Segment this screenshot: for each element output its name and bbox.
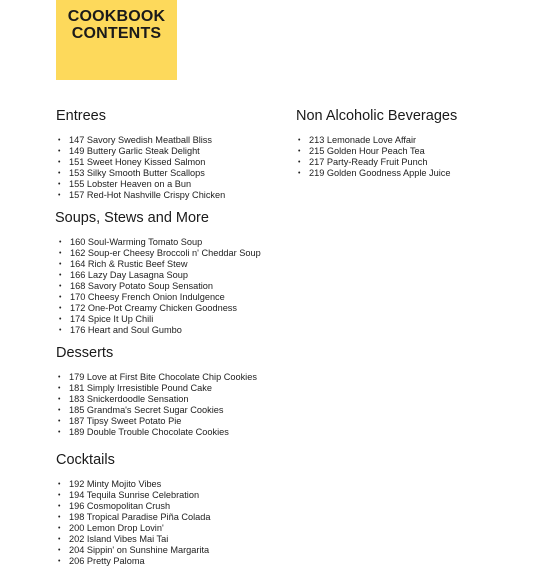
recipe-list-item: • 189 Double Trouble Chocolate Cookies	[56, 427, 257, 438]
recipe-list	[56, 135, 225, 201]
recipe-list-item: • 198 Tropical Paradise Piña Colada	[56, 512, 210, 523]
recipe-list-item: • 185 Grandma's Secret Sugar Cookies	[56, 405, 257, 416]
section-heading: Non Alcoholic Beverages	[296, 108, 458, 124]
recipe-list-item: • 176 Heart and Soul Gumbo	[57, 325, 261, 336]
recipe-list-item: • 194 Tequila Sunrise Celebration	[56, 490, 210, 501]
recipe-list-item: • 170 Cheesy French Onion Indulgence	[57, 292, 261, 303]
section-soups	[55, 210, 261, 336]
recipe-list-item: • 204 Sippin' on Sunshine Margarita	[56, 545, 210, 556]
section-cocktails	[56, 452, 210, 567]
recipe-list-item: • 174 Spice It Up Chili	[57, 314, 261, 325]
recipe-list-item: • 183 Snickerdoodle Sensation	[56, 394, 257, 405]
recipe-list-item: • 151 Sweet Honey Kissed Salmon	[56, 157, 225, 168]
recipe-list-item: • 219 Golden Goodness Apple Juice	[296, 168, 457, 179]
recipe-list-item: • 196 Cosmopolitan Crush	[56, 501, 210, 512]
title-box	[56, 0, 177, 80]
recipe-list-item: • 202 Island Vibes Mai Tai	[56, 534, 210, 545]
recipe-list-item: • 200 Lemon Drop Lovin'	[56, 523, 210, 534]
recipe-list-item: • 162 Soup-er Cheesy Broccoli n' Cheddar Soup	[57, 248, 261, 259]
recipe-list-item: • 153 Silky Smooth Butter Scallops	[56, 168, 225, 179]
recipe-list-item: • 157 Red-Hot Nashville Crispy Chicken	[56, 190, 225, 201]
section-heading: Entrees	[56, 108, 106, 124]
section-desserts	[56, 345, 257, 438]
recipe-list-item: • 213 Lemonade Love Affair	[296, 135, 457, 146]
recipe-list-item: • 149 Buttery Garlic Steak Delight	[56, 146, 225, 157]
recipe-list-item: • 215 Golden Hour Peach Tea	[296, 146, 457, 157]
recipe-list	[296, 135, 457, 179]
section-entrees	[56, 108, 225, 201]
recipe-list-item: • 160 Soul-Warming Tomato Soup	[57, 237, 261, 248]
recipe-list	[56, 372, 257, 438]
recipe-list-item: • 192 Minty Mojito Vibes	[56, 479, 210, 490]
recipe-list-item: • 155 Lobster Heaven on a Bun	[56, 179, 225, 190]
recipe-list-item: • 181 Simply Irresistible Pound Cake	[56, 383, 257, 394]
recipe-list-item: • 172 One-Pot Creamy Chicken Goodness	[57, 303, 261, 314]
section-heading: Cocktails	[56, 452, 115, 468]
recipe-list	[56, 479, 210, 567]
section-heading: Desserts	[56, 345, 114, 361]
recipe-list-item: • 187 Tipsy Sweet Potato Pie	[56, 416, 257, 427]
recipe-list-item: • 164 Rich & Rustic Beef Stew	[57, 259, 261, 270]
recipe-list-item: • 206 Pretty Paloma	[56, 556, 210, 567]
title-line-1: COOKBOOK	[67, 8, 166, 25]
recipe-list	[55, 237, 261, 336]
recipe-list-item: • 166 Lazy Day Lasagna Soup	[57, 270, 261, 281]
recipe-list-item: • 217 Party-Ready Fruit Punch	[296, 157, 457, 168]
recipe-list-item: • 147 Savory Swedish Meatball Bliss	[56, 135, 225, 146]
section-beverages	[296, 108, 457, 179]
section-heading: Soups, Stews and More	[55, 210, 209, 226]
title-line-2: CONTENTS	[71, 25, 162, 42]
recipe-list-item: • 168 Savory Potato Soup Sensation	[57, 281, 261, 292]
recipe-list-item: • 179 Love at First Bite Chocolate Chip Cookies	[56, 372, 257, 383]
